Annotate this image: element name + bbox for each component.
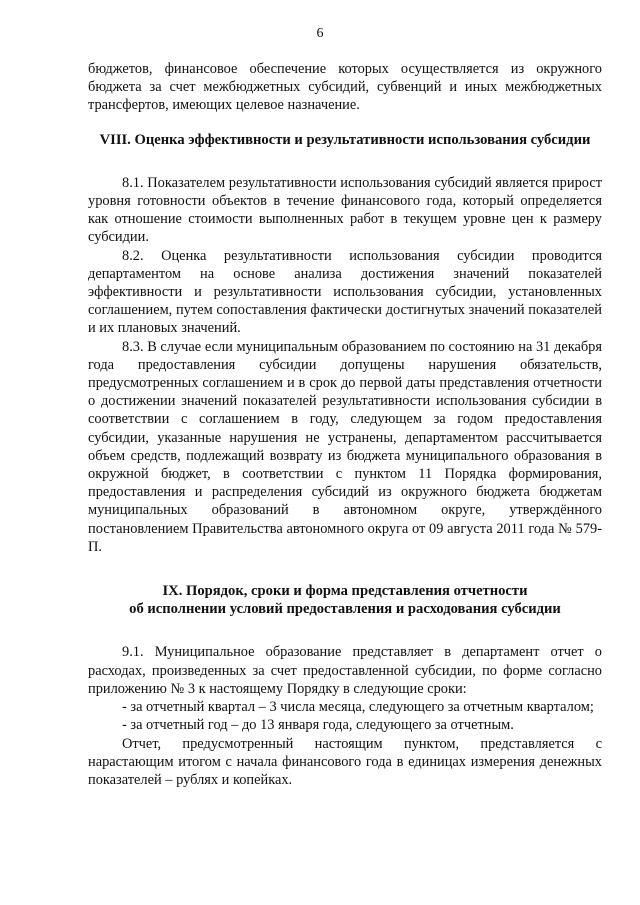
paragraph-9-1-annual: - за отчетный год – до 13 января года, следующего за отчетным.: [122, 717, 514, 734]
paragraph-9-1: 9.1. Муниципальное образование представляет в департамент отчет о расходах, произведенных за счет предоставленной субсидии, по форме согласно приложению № 3 к настоящему Порядку в следующие сроки:: [88, 644, 602, 697]
section-viii-heading: VIII. Оценка эффективности и результативности использования субсидии: [99, 131, 591, 148]
section-ix-heading-line1: IX. Порядок, сроки и форма представления отчетности: [162, 583, 528, 600]
document-body: [88, 60, 602, 789]
page-number: 6: [316, 26, 324, 41]
paragraph-8-1: 8.1. Показателем результативности использования субсидий является прирост уровня готовности объектов в течение финансового года, который определяется как отношение стоимости выполненных работ в текущем уровне цен к размеру субсидии.: [88, 174, 602, 246]
paragraph-9-1-report-basis: Отчет, предусмотренный настоящим пунктом, представляется с нарастающим итогом с начала финансового года в единицах измерения денежных показателей – рублях и копейках.: [88, 735, 602, 788]
section-ix-heading: [88, 582, 602, 618]
paragraph-8-2: 8.2. Оценка результативности использования субсидии проводится департаментом на основе анализа достижения значений показателей эффективности и результативности использования субсидии, установленных соглашением, путем сопоставления фактически достигнутых значений показателей и их плановых значений.: [88, 247, 602, 337]
section-ix-heading-line2: об исполнении условий предоставления и расходования субсидии: [129, 601, 561, 618]
paragraph-9-1-quarterly: - за отчетный квартал – 3 числа месяца, следующего за отчетным кварталом;: [122, 699, 594, 716]
paragraph-8-3: 8.3. В случае если муниципальным образованием по состоянию на 31 декабря года предоставления субсидии допущены нарушения обязательств, предусмотренных соглашением и в срок до первой даты представления отчетности о достижении значений показателей результативности использования субсидии в соответствии с соглашением в году, следующем за годом предоставления субсидии, указанные нарушения не устранены, департаментом рассчитывается объем средств, подлежащий возврату из бюджета муниципального образования в окружной бюджет, в соответствии с пунктом 11 Порядка формирования, предоставления и распределения субсидий из окружного бюджета бюджетам муниципальных образований в автономном округе, утверждённого постановлением Правительства автономного округа от 09 августа 2011 года № 579-П.: [88, 338, 602, 555]
intro-paragraph: бюджетов, финансовое обеспечение которых осуществляется из окружного бюджета за счет межбюджетных субсидий, субвенций и иных межбюджетных трансфертов, имеющих целевое назначение.: [88, 61, 602, 114]
